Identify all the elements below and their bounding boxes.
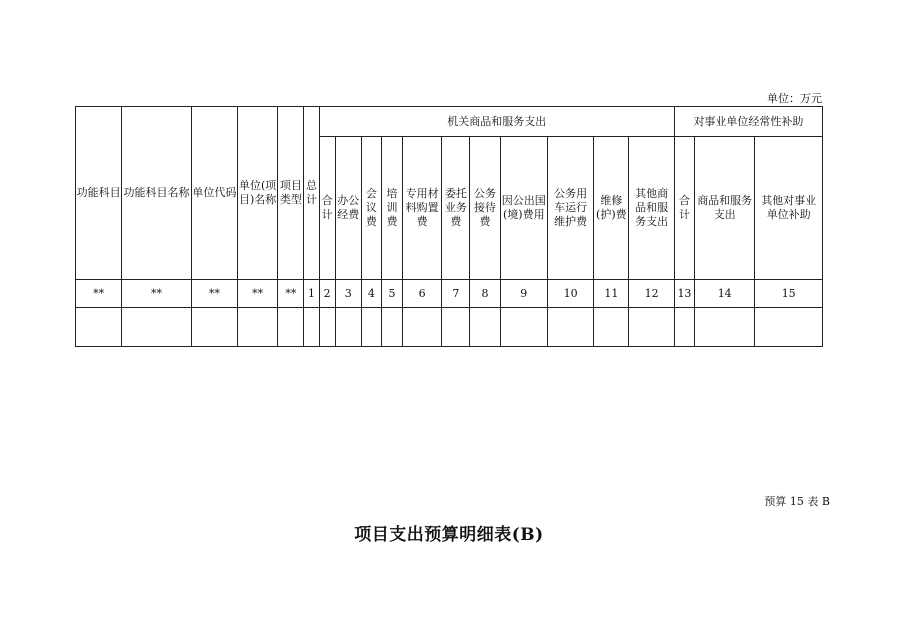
table-cell <box>755 308 823 347</box>
table-cell <box>629 308 674 347</box>
header-g2-other-subsidy: 其他对事业 单位补助 <box>755 137 823 280</box>
header-grand-total: 总 计 <box>304 107 319 280</box>
table-cell: 9 <box>500 280 547 308</box>
header-training-expense: 培 训 费 <box>381 137 402 280</box>
table-cell: ** <box>76 280 122 308</box>
table-cell <box>122 308 191 347</box>
header-function-code: 功能科目 <box>76 107 122 280</box>
table-cell: 11 <box>594 280 629 308</box>
header-unit-code: 单位代码 <box>191 107 237 280</box>
table-cell <box>403 308 442 347</box>
header-overseas-travel: 因公出国 (境)费用 <box>500 137 547 280</box>
table-cell: 6 <box>403 280 442 308</box>
table-cell <box>442 308 470 347</box>
header-g2-goods-services: 商品和服务 支出 <box>695 137 755 280</box>
table-cell: 2 <box>319 280 335 308</box>
page-title: 项目支出预算明细表(B) <box>354 525 544 545</box>
form-number: 预算 15 表 B <box>764 495 830 508</box>
budget-detail-table <box>75 106 823 347</box>
table-cell: ** <box>278 280 304 308</box>
header-g2-subtotal: 合 计 <box>674 137 694 280</box>
header-group-row <box>76 107 823 137</box>
header-group-subsidy: 对事业单位经常性补助 <box>674 107 822 137</box>
header-group-goods-services: 机关商品和服务支出 <box>319 107 674 137</box>
table-empty-row <box>76 308 823 347</box>
header-project-type: 项目 类型 <box>278 107 304 280</box>
table-cell <box>238 308 278 347</box>
table-number-row <box>76 280 823 308</box>
table-cell <box>335 308 361 347</box>
header-special-materials: 专用材 料购置 费 <box>403 137 442 280</box>
table-cell <box>304 308 319 347</box>
table-cell: ** <box>238 280 278 308</box>
table-cell <box>547 308 593 347</box>
table-cell: 7 <box>442 280 470 308</box>
table-cell <box>594 308 629 347</box>
table-cell: 14 <box>695 280 755 308</box>
table-cell: 8 <box>470 280 500 308</box>
table-cell <box>319 308 335 347</box>
header-other-goods-services: 其他商 品和服 务支出 <box>629 137 674 280</box>
header-meeting-expense: 会 议 费 <box>361 137 381 280</box>
table-cell: ** <box>191 280 237 308</box>
table-cell <box>470 308 500 347</box>
table-cell: 15 <box>755 280 823 308</box>
table-cell <box>695 308 755 347</box>
table-cell <box>361 308 381 347</box>
header-office-expense: 办公 经费 <box>335 137 361 280</box>
header-repair-expense: 维修 (护)费 <box>594 137 629 280</box>
table-cell <box>191 308 237 347</box>
header-commissioned-business: 委托 业务 费 <box>442 137 470 280</box>
table-cell <box>674 308 694 347</box>
table-cell <box>278 308 304 347</box>
table-cell: 10 <box>547 280 593 308</box>
table-cell: ** <box>122 280 191 308</box>
header-function-name: 功能科目名称 <box>122 107 191 280</box>
header-official-reception: 公务 接待 费 <box>470 137 500 280</box>
table-cell <box>381 308 402 347</box>
table-cell: 13 <box>674 280 694 308</box>
table-cell: 5 <box>381 280 402 308</box>
table-cell <box>76 308 122 347</box>
table-cell: 3 <box>335 280 361 308</box>
table-cell: 1 <box>304 280 319 308</box>
table-cell: 12 <box>629 280 674 308</box>
table-cell <box>500 308 547 347</box>
table-cell: 4 <box>361 280 381 308</box>
header-vehicle-maintenance: 公务用 车运行 维护费 <box>547 137 593 280</box>
unit-label: 单位：万元 <box>767 92 822 105</box>
header-unit-name: 单位(项 目)名称 <box>238 107 278 280</box>
header-g1-subtotal: 合 计 <box>319 137 335 280</box>
